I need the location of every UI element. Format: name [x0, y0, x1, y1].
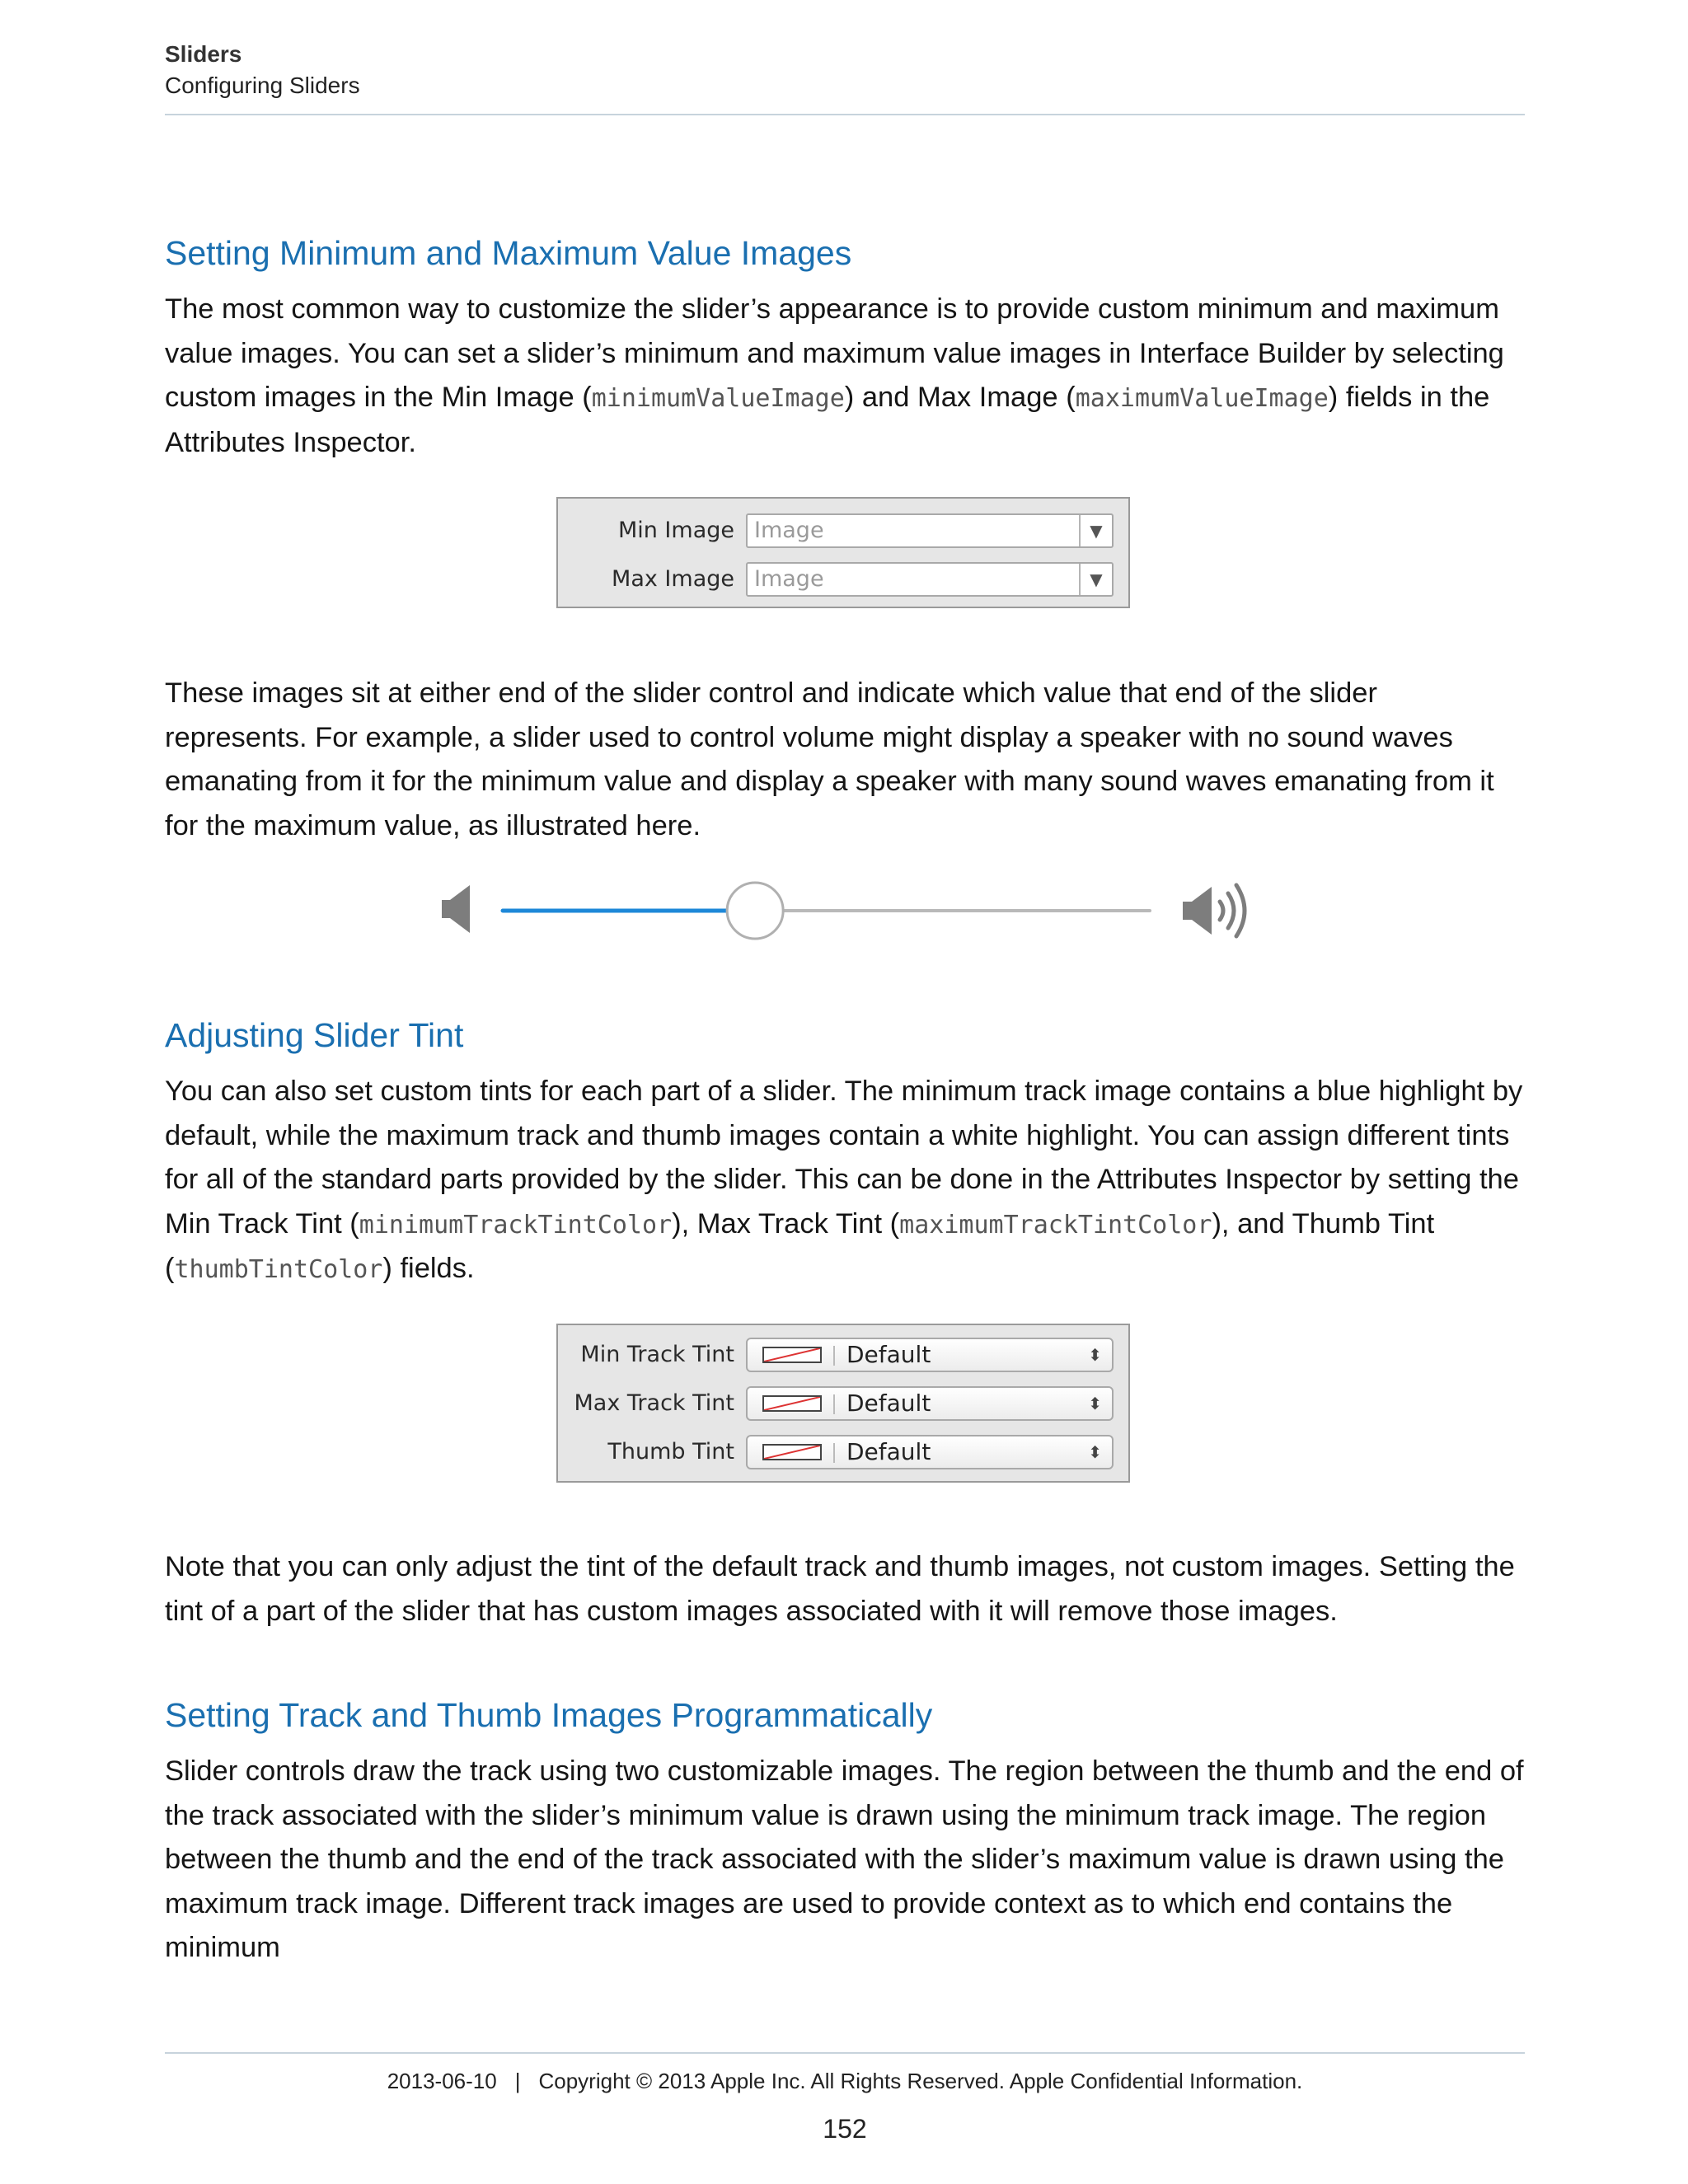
speaker-loud-icon: [1183, 885, 1245, 936]
min-image-combobox[interactable]: [746, 513, 1114, 548]
thumb-tint-value: Default: [846, 1438, 931, 1465]
min-track-tint-value: Default: [846, 1341, 931, 1368]
min-image-placeholder: Image: [754, 518, 824, 543]
text-run: ), Max Track Tint (: [672, 1207, 900, 1240]
volume-slider-illustration: [437, 874, 1253, 948]
max-track-tint-label: Max Track Tint: [574, 1390, 734, 1416]
text-run: ) and Max Image (: [844, 382, 1076, 413]
api-minimumValueImage: minimumValueImage: [591, 384, 845, 413]
divider: [833, 1346, 835, 1366]
api-maximumValueImage: maximumValueImage: [1075, 384, 1329, 413]
footer-separator: |: [514, 2069, 521, 2093]
paragraph-track-images: Slider controls draw the track using two customizable images. The region between the thumb and the end of the track associated with the slider’s minimum value is drawn using the minimum track image. The region between the thumb and the end of the track associated with the slider’s maximum value is drawn using the maximum track image. Different track images are used to provide context as to which end contains the minimum: [165, 1755, 1524, 1963]
thumb-tint-popup[interactable]: [746, 1435, 1114, 1469]
max-image-placeholder: Image: [754, 566, 824, 592]
min-track-tint-popup[interactable]: [746, 1338, 1114, 1372]
stepper-arrows-icon: ⬍: [1088, 1394, 1102, 1413]
max-image-label: Max Image: [612, 566, 734, 592]
color-swatch-icon: [762, 1444, 822, 1460]
slider-thumb[interactable]: [727, 883, 783, 939]
heading-min-max-images: Setting Minimum and Maximum Value Images: [165, 234, 852, 272]
color-swatch-icon: [762, 1347, 822, 1363]
api-maximumTrackTintColor: maximumTrackTintColor: [899, 1210, 1212, 1240]
max-image-combobox[interactable]: [746, 562, 1114, 597]
max-track-tint-row: [558, 1385, 1128, 1422]
paragraph-end-images: These images sit at either end of the slider control and indicate which value that end of the slider represents. For example, a slider used to control volume might display a speaker with no sound waves emanating from it for the minimum value and display a speaker with many sound waves emanating from it for the maximum value, as illustrated here.: [165, 677, 1494, 841]
min-image-label: Min Image: [617, 518, 734, 543]
text-run: You can also set custom tints for each part of a slider. The minimum track image contains a blue highlight by default, while the maximum track and thumb images contain a white highlight. You can assign different tints for all of the standard parts provided by the slider. This can be done in the Attributes Inspector by setting the Min Track Tint (: [165, 1076, 1523, 1240]
divider: [833, 1394, 835, 1414]
thumb-tint-label: Thumb Tint: [607, 1439, 734, 1465]
stepper-arrows-icon: ⬍: [1088, 1345, 1102, 1365]
footer: [165, 2067, 1525, 2095]
text-run: The most common way to customize the slider’s appearance is to provide custom minimum and maximum value images. You can set a slider’s minimum and maximum value images in Interface Builder by selecting custom images in the Min Image (: [165, 293, 1504, 413]
running-header: [165, 40, 1525, 102]
header-divider: [165, 114, 1525, 115]
chevron-down-icon[interactable]: ▼: [1079, 564, 1112, 595]
min-track-tint-row: [558, 1336, 1128, 1374]
max-track-tint-popup[interactable]: [746, 1386, 1114, 1421]
text-run: ) fields.: [382, 1253, 475, 1284]
page-number: 152: [823, 2114, 867, 2144]
chapter-title: Sliders: [165, 41, 242, 67]
paragraph-tint-intro: [165, 1070, 1526, 1292]
api-thumbTintColor: thumbTintColor: [174, 1255, 383, 1284]
footer-copyright: Copyright © 2013 Apple Inc. All Rights Reserved. Apple Confidential Information.: [538, 2069, 1303, 2093]
text-run: ) fields in the Attributes Inspector.: [165, 382, 1490, 458]
paragraph-tint-note: Note that you can only adjust the tint of the default track and thumb images, not custom images. Setting the tint of a part of the slider that has custom images associated with it will remove those images.: [165, 1551, 1515, 1627]
min-image-row: [558, 512, 1128, 550]
max-track-tint-value: Default: [846, 1390, 931, 1417]
speaker-mute-icon: [442, 885, 470, 933]
divider: [833, 1443, 835, 1463]
color-swatch-icon: [762, 1395, 822, 1412]
max-image-row: [558, 560, 1128, 598]
text-run: ), and Thumb Tint (: [165, 1207, 1435, 1284]
stepper-arrows-icon: ⬍: [1088, 1442, 1102, 1462]
heading-slider-tint: Adjusting Slider Tint: [165, 1016, 464, 1054]
thumb-tint-row: [558, 1433, 1128, 1471]
paragraph-min-max-intro: [165, 288, 1526, 465]
chevron-down-icon[interactable]: ▼: [1079, 515, 1112, 546]
value-image-inspector: [556, 497, 1130, 608]
footer-date: 2013-06-10: [387, 2069, 497, 2093]
min-track-tint-label: Min Track Tint: [580, 1342, 734, 1367]
heading-track-thumb-images: Setting Track and Thumb Images Programmatically: [165, 1696, 933, 1734]
footer-divider: [165, 2052, 1525, 2054]
tint-inspector: [556, 1324, 1130, 1483]
section-title: Configuring Sliders: [165, 73, 360, 98]
api-minimumTrackTintColor: minimumTrackTintColor: [359, 1210, 673, 1240]
